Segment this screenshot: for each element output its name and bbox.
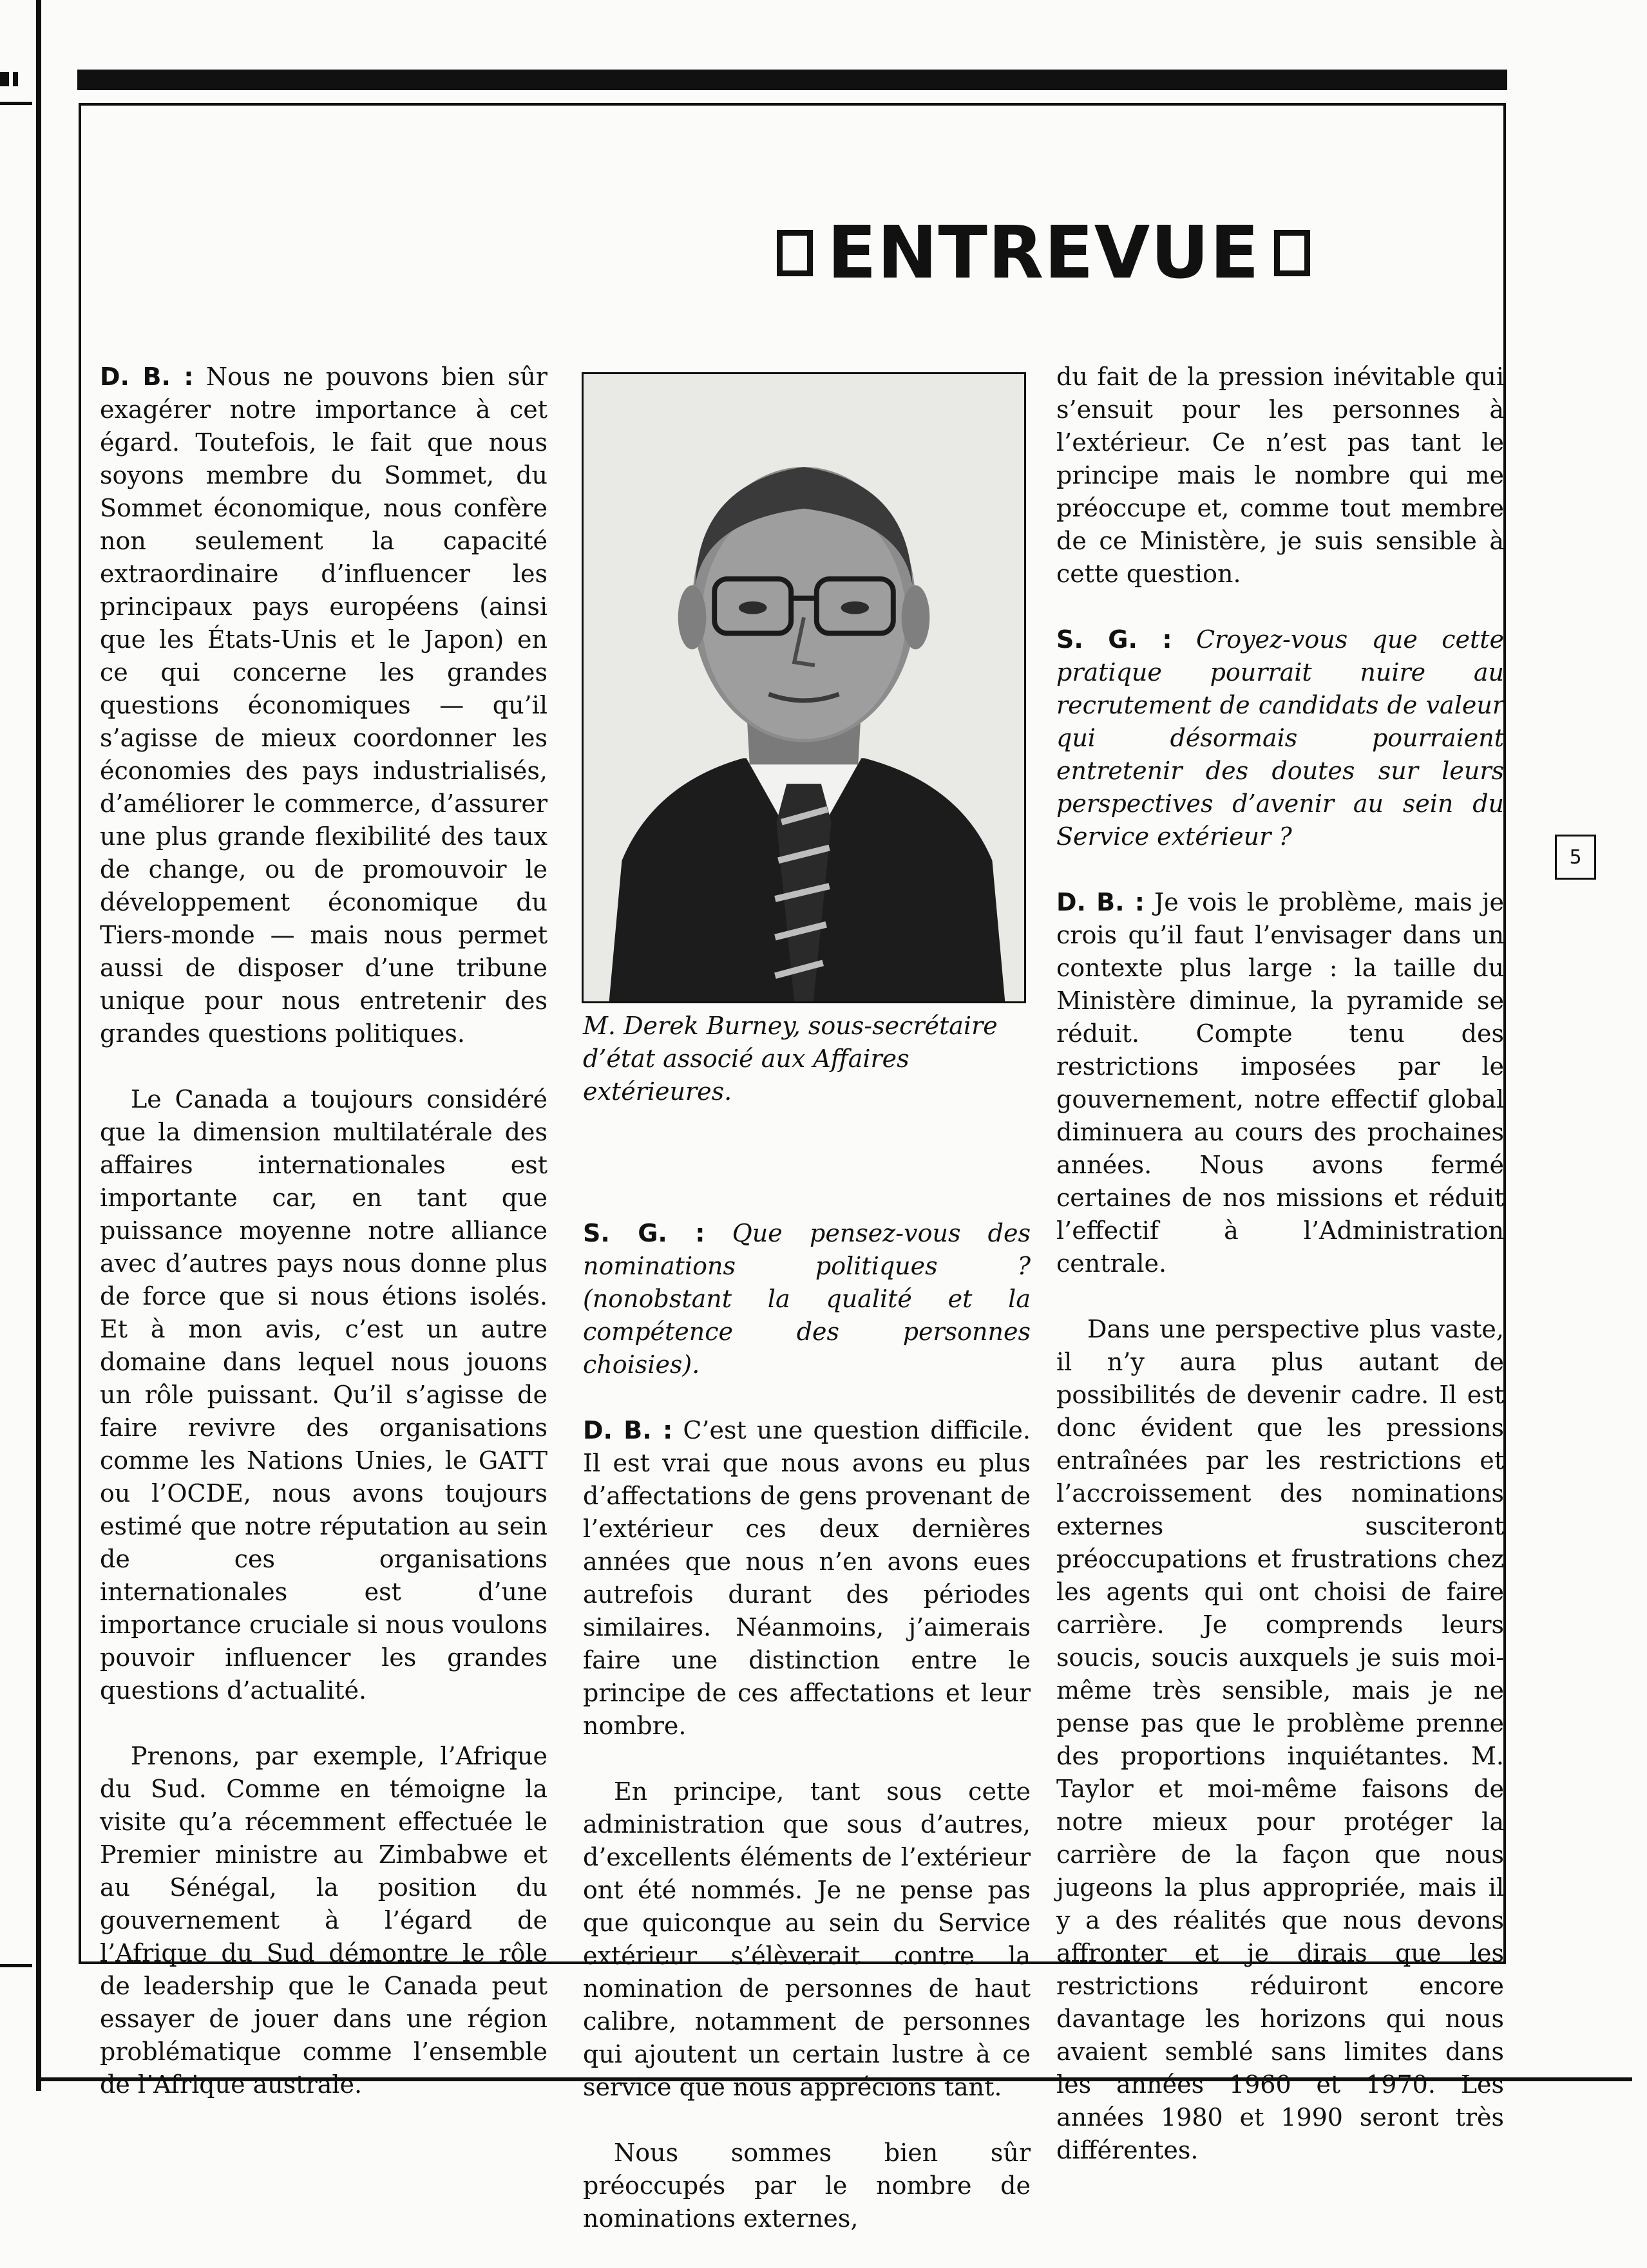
- portrait-photo: [582, 372, 1026, 1003]
- section-title: [760, 205, 1327, 301]
- question-text: Que pensez-vous des nominations politiques ? (nonobstant la qualité et la compétence des personnes choisies).: [583, 1219, 1031, 1379]
- paragraph: Dans une perspective plus vaste, il n’y aura plus autant de possibilités de devenir cadre. Il est donc évident que les pressions entraînées par les restrictions et l’accroissement des nominations externes susciteront préoccupations et frustrations chez les agents qui ont choisi de faire carrière. Je comprends leurs soucis, soucis auxquels je suis moi-même très sensible, mais je ne pense pas que le problème prenne des proportions inquiétantes. M. Taylor et moi-même faisons de notre mieux pour protéger la carrière de la façon que nous jugeons la plus appropriée, mais il y a des réalités que nous devons affronter et je dirais que les restrictions réduiront encore davantage les horizons qui nous avaient semblé sans limites dans les années 1960 et 1970. Les années 1980 et 1990 seront très différentes.: [1056, 1315, 1504, 2164]
- speaker-label: D. B. :: [583, 1416, 673, 1444]
- paragraph: Prenons, par exemple, l’Afrique du Sud. Comme en témoigne la visite qu’a récemment effectuée le Premier ministre au Zimbabwe et au Sénégal, la position du gouvernement à l’égard de l’Afrique du Sud démontre le rôle de leadership que le Canada peut essayer de jouer dans une région problématique comme l’ensemble de l’Afrique australe.: [100, 1742, 547, 2099]
- box-ornament-left: [777, 230, 813, 276]
- question-paragraph: [583, 1217, 1031, 1381]
- paragraph: [1056, 886, 1504, 1280]
- page-number: 5: [1555, 835, 1596, 880]
- column-middle: [583, 1217, 1031, 2268]
- edge-mark: [0, 72, 9, 86]
- speaker-label: S. G. :: [1056, 625, 1172, 654]
- paragraph: Le Canada a toujours considéré que la dimension multilatérale des affaires internationales est importante car, en tant que puissance moyenne notre alliance avec d’autres pays nous donne plus de force que si nous étions isolés. Et à mon avis, c’est un autre domaine dans lequel nous jouons un rôle puissant. Qu’il s’agisse de faire revivre des organisations comme les Nations Unies, le GATT ou l’OCDE, nous avons toujours estimé que notre réputation au sein de ces organisations internationales est d’une importance cruciale si nous voulons pouvoir influencer les grandes questions d’actualité.: [100, 1085, 547, 1705]
- paragraph: du fait de la pression inévitable qui s’ensuit pour les personnes à l’extérieur. Ce n’est pas tant le principe mais le nombre qui me préoccupe et, comme tout membre de ce Ministère, je suis sensible à cette question.: [1056, 363, 1504, 588]
- paragraph: En principe, tant sous cette administration que sous d’autres, d’excellents éléments de l’extérieur ont été nommés. Je ne pense pas que quiconque au sein du Service extérieur s’élèverait contre la nomination de personnes de haut calibre, notamment de personnes qui ajoutent un certain lustre à ce service que nous apprécions tant.: [583, 1777, 1031, 2101]
- speaker-label: D. B. :: [1056, 888, 1145, 916]
- edge-mark: [0, 1964, 32, 1967]
- page-left-edge: [36, 0, 41, 2091]
- section-title-text: ENTREVUE: [827, 211, 1260, 295]
- paragraph: [583, 1414, 1031, 1743]
- question-paragraph: [1056, 623, 1504, 853]
- paragraph: [100, 361, 547, 1050]
- photo-caption: M. Derek Burney, sous-secrétaire d’état associé aux Affaires extérieures.: [583, 1012, 998, 1106]
- answer-text: Je vois le problème, mais je crois qu’il faut l’envisager dans un contexte plus large : la taille du Ministère diminue, la pyramide se réduit. Compte tenu des restrictions imposées par le gouvernement, notre effectif global diminuera au cours des prochaines années. Nous avons fermé certaines de nos missions et réduit l’effectif à l’Administration centrale.: [1056, 888, 1504, 1278]
- column-right: [1056, 361, 1504, 2200]
- column-left: [100, 361, 547, 2134]
- edge-mark: [0, 102, 32, 105]
- speaker-label: S. G. :: [583, 1219, 705, 1247]
- portrait-image: [584, 374, 1024, 1001]
- answer-text: Nous ne pouvons bien sûr exagérer notre importance à cet égard. Toutefois, le fait que nous soyons membre du Sommet, du Sommet économique, nous confère non seulement la capacité extraordinaire d’influencer les principaux pays européens (ainsi que les États-Unis et le Japon) en ce qui concerne les grandes questions économiques — qu’il s’agisse de mieux coordonner les économies des pays industrialisés, d’améliorer le commerce, d’assurer une plus grande flexibilité des taux de change, ou de promouvoir le développement économique du Tiers-monde — mais nous permet aussi de disposer d’une tribune unique pour nous entretenir des grandes questions politiques.: [100, 363, 547, 1048]
- speaker-label: D. B. :: [100, 363, 194, 391]
- question-text: Croyez-vous que cette pratique pourrait nuire au recrutement de candidats de valeur qui désormais pourraient entretenir des doutes sur leurs perspectives d’avenir au sein du Service extérieur ?: [1056, 625, 1504, 851]
- answer-text: C’est une question difficile. Il est vrai que nous avons eu plus d’affectations de gens provenant de l’extérieur ces deux dernières années que nous n’en avons eues autrefois durant des périodes similaires. Néanmoins, j’aimerais faire une distinction entre le principe de ces affectations et leur nombre.: [583, 1416, 1031, 1740]
- paragraph: Nous sommes bien sûr préoccupés par le nombre de nominations externes,: [583, 2139, 1031, 2233]
- header-rule: [77, 70, 1507, 90]
- edge-mark: [13, 72, 18, 86]
- box-ornament-right: [1274, 230, 1310, 276]
